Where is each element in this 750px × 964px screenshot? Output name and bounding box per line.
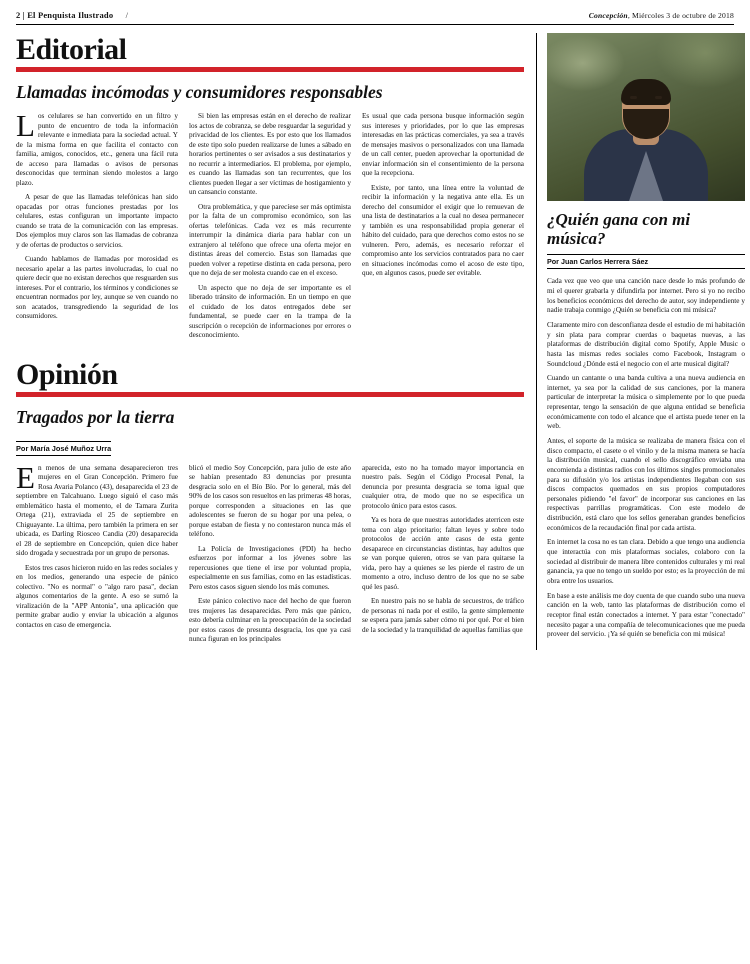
paragraph: Otra problemática, y que parecíese ser más optimista por la falta de un compromiso económico, son las ofertas telefónicas. Cada vez es más recurrente interrumpir la dinámica diaria para hablar con un extranjero al teléfono que ofrece una oferta mejor en distintas áreas del comercio. Estas son llamadas que pueden volver a repetirse distinta en cada persona, pero que no deja de ser molesta cuando cae en el exceso. — [189, 202, 351, 278]
paragraph: Existe, por tanto, una línea entre la voluntad de recibir la información y la negativa ante ella. Es un derecho del consumidor el exigir que lo remuevan de una lista de destinatarios a la cual no desea permanecer y también es una responsabilidad propia generar el hábito del cuidado, para que derechos como estos no se vulneren. Pero, además, es necesario reforzar el compromiso ante los servicios contratados para no caer en situaciones incómodas como el acoso de este tipo, que, en algunos casos, puede ser evitable. — [362, 183, 524, 278]
editorial-section — [16, 35, 524, 346]
publication-name: El Penquista Ilustrado — [27, 10, 114, 20]
masthead-separator: / — [125, 10, 129, 20]
masthead-left: 2 | El Penquista Ilustrado / — [16, 10, 129, 20]
sidebar-column — [536, 33, 745, 650]
paragraph: A pesar de que las llamadas telefónicas han sido opacadas por otras funciones prestadas por los celulares, estas configuran un importante impacto cuando se trata de la comunicación con las empresas. Dos ejemplos muy claros son las llamadas de cobranza y de ofertas de productos o servicios. — [16, 193, 178, 249]
masthead-date: , Miércoles 3 de octubre de 2018 — [627, 11, 734, 20]
paragraph: Los celulares se han convertido en un filtro y punto de encuentro de toda la información relevante e inmediata para la sociedad actual. Y de la misma forma en que facilita el contacto con familia, amigos, conocidos, etc., genera una fácil ruta de acceso para llamadas o avisos de personas desconocidas que terminan siendo molestos a largo plazo. — [16, 108, 178, 187]
sidebar-byline: Por Juan Carlos Herrera Sáez — [547, 254, 745, 269]
header-rule — [16, 24, 734, 25]
masthead-right — [589, 11, 734, 20]
opinion-headline: Tragados por la tierra — [16, 406, 175, 427]
sidebar-headline: ¿Quién gana con mi música? — [547, 210, 691, 248]
paragraph: Cuando hablamos de llamadas por morosidad es necesario apelar a las partes involucradas, lo cual no quiere decir que no existan derechos que resguarden sus intereses. Por el contrario, los términos y condiciones se encuentran normados por ley, aunque se ven cuando no son acatados, transgrediendo la seguridad de los consumidores. — [16, 255, 178, 321]
opinion-columns — [16, 459, 524, 650]
photo-subject — [582, 81, 710, 201]
opinion-section-title: Opinión — [16, 357, 118, 391]
masthead-city: Concepción — [588, 11, 628, 20]
editorial-column-1 — [16, 108, 178, 346]
page-body — [16, 33, 745, 650]
paragraph: Si bien las empresas están en el derecho de realizar los actos de cobranza, se debe resguardar la seguridad y privacidad de los clientes. Es por esto que los llamados de este tipo solo pueden realizarse de lunes a sábado en horarios pertinentes o ser avisados a sus destinatarios y no recurrir a intermediarios. El problema, por ejemplo, es cuando las llamadas son tan recurrentes, que los clientes pueden llegar a ser víctimas de hostigamiento y un cansancio constante. — [189, 112, 351, 197]
paragraph: Estos tres casos hicieron ruido en las redes sociales y en los medios, generando una especie de pánico colectivo. "No es normal" o "algo raro pasa", decían algunos comentarios de la gente. A eso se sumó la viralización de la "APP Antonia", una aplicación que permite grabar audio y enviar la ubicación a algunos contactos en caso de emergencia. — [16, 563, 178, 629]
photo-hair — [621, 79, 671, 105]
main-column — [16, 33, 524, 650]
editorial-columns — [16, 108, 524, 346]
editorial-column-2 — [189, 112, 351, 346]
paragraph: Antes, el soporte de la música se realizaba de manera física con el disco compacto, el casete o el vinilo y de la misma manera se hacía la distribución musical, cuando el sello discográfico enviaba una encomienda a distintas radios con los últimos singles promocionales para su difusión y/o los artistas independientes llegaban con sus discos compactos quemados en sus propios computadores personales pidiendo "el favor" de incorporar sus canciones en las respectivas parrillas programáticas. Con este modelo de distribución, está claro que los sellos generaban grandes beneficios económicos de la recaudación final por cada artista. — [547, 436, 745, 532]
photo-eye-right — [655, 96, 662, 99]
editorial-headline: Llamadas incómodas y consumidores responsables — [16, 82, 383, 102]
masthead — [16, 10, 734, 24]
opinion-red-bar — [16, 392, 524, 397]
opinion-column-2 — [189, 464, 351, 650]
editorial-section-title: Editorial — [16, 33, 127, 66]
paragraph: Ya es hora de que nuestras autoridades aterricen este tema con algo prioritario; faltan leyes y sobre todo protocolos de acción ante casos de esta gente desaparece en circunstancias distintas, hay adultos que se van porque quieren, otros se van para quitarse la vida, pero hay a quienes se les pierde el rastro de un momento a otro, incluso dentro de los que no se sabe qué les pasó. — [362, 516, 524, 591]
paragraph: En nuestro país no se habla de secuestros, de tráfico de personas ni nada por el estilo, la gente simplemente se espera para jamás saber cómo ni por qué. Por el bien de la sociedad y la tranquilidad de aquellas familias que — [362, 597, 524, 634]
paragraph: Un aspecto que no deja de ser importante es el liberado tránsito de información. En un tiempo en que el cuidado de los datos entregados debe ser fundamental, se puede caer en la trampa de la suscripción o recepción de informaciones por errores o desconocimiento. — [189, 283, 351, 340]
paragraph: aparecida, esto no ha tomado mayor importancia en nuestro país. Según el Código Procesal Penal, la denuncia por presunta desgracia se toma igual que cualquier otra, de modo que no se especifica un protocolo único para estos casos. — [362, 463, 524, 510]
paragraph: Claramente miro con desconfianza desde el estudio de mi habitación y sin plata para comprar cuerdas o baquetas nuevas, a las plataformas de distribución digital como Spotify, Apple Music o hasta las mismas redes sociales como Facebook, Instagram o Soundcloud ¿Dónde está el negocio con el arte musical digital? — [547, 320, 745, 368]
paragraph: La Policía de Investigaciones (PDI) ha hecho esfuerzos por informar a los jóvenes sobre las repercusiones que tiene el irse por voluntad propia, especialmente en sus familias, como en las estadísticas. Pero estos casos siguen siendo los más comunes. — [189, 544, 351, 591]
opinion-byline: Por María José Muñoz Urra — [16, 441, 111, 456]
paragraph: En base a este análisis me doy cuenta de que cuando subo una nueva canción en la web, tanto las plataformas de distribución como el receptor final están conectados a internet. Y para estar "conectado" necesito pagar a una compañía de telecomunicaciones que me pueda proveer del servicio. ¡Ya sé quién se beneficia con mi música! — [547, 591, 745, 639]
paragraph: blicó el medio Soy Concepción, para julio de este año se habían presentado 83 denuncias por presunta desgracia solo en el Bío Bío. Por lo general, más del 90% de los casos son resueltos en las primeras 48 horas, porque corresponden a situaciones en las que adolescentes se fueron de su hogar por una pelea, o porque estaban de fiesta y no contestaron nunca más el teléfono. — [189, 463, 351, 539]
paragraph: En internet la cosa no es tan clara. Debido a que tengo una audiencia que interactúa con mis plataformas sociales, colaboro con la sociedad al distribuir de manera libre contenidos culturales y mi real ganancia, ya que no tengo un sueldo por esto; es la proyección de mi obra entre los usuarios. — [547, 538, 745, 585]
paragraph: Es usual que cada persona busque información según sus intereses y prioridades, por lo que las empresas interesadas en las prácticas comerciales, ya sea a través de mensajes masivos o personalizados con una llamada de un call center, pueden aprovechar la oportunidad de enviar información sin el consentimiento de la persona que la recepciona. — [362, 112, 524, 178]
photo-eye-left — [630, 96, 637, 99]
opinion-section — [16, 357, 524, 650]
paragraph: Cuando un cantante o una banda cultiva a una nueva audiencia en internet, ya sea por la calidad de sus canciones, por la manera particular de interpretar la música o simplemente por lo que pueda representar, tengo la sensación de que alguna entidad se beneficia económicamente con todo el alcance que el artista puede tener en la web. — [547, 374, 745, 431]
page-number: 2 — [16, 10, 21, 20]
editorial-column-3 — [362, 112, 524, 346]
opinion-column-3 — [362, 464, 524, 650]
columnist-photo — [547, 33, 745, 201]
paragraph: En menos de una semana desaparecieron tres mujeres en el Gran Concepción. Primero fue Rosa Avaria Polanco (43), desaparecida el 23 de septiembre en Talcahuano. Luego siguió el caso más emblemático hasta el momento, el de Tamara Zurita Ortega (21), extraviada el 25 de septiembre en Chiguayante. La última, pero también la primera en ser ubicada, es Darling Riosceo Candia (20) desaparecida el 28 de septiembre en Concepción, quien dice haber sido drogada y secuestrada por un grupo de personas. — [16, 459, 178, 558]
editorial-red-bar — [16, 67, 524, 72]
opinion-column-1 — [16, 459, 178, 650]
paragraph: Cada vez que veo que una canción nace desde lo más profundo de mi el querer grabarla y difundirla por internet. Pero si yo no recibo los beneficios económicos del derecho de autor, soy independiente y nadie trabaja conmigo ¿Quién se beneficia con mi música? — [547, 277, 745, 315]
paragraph: Este pánico colectivo nace del hecho de que fueron tres mujeres las desaparecidas. Pero más que pánico, esto debería culminar en la preocupación de la sociedad por estos casos de presunta desgracia, los que ya casi nunca figuran en los principales — [189, 597, 351, 644]
